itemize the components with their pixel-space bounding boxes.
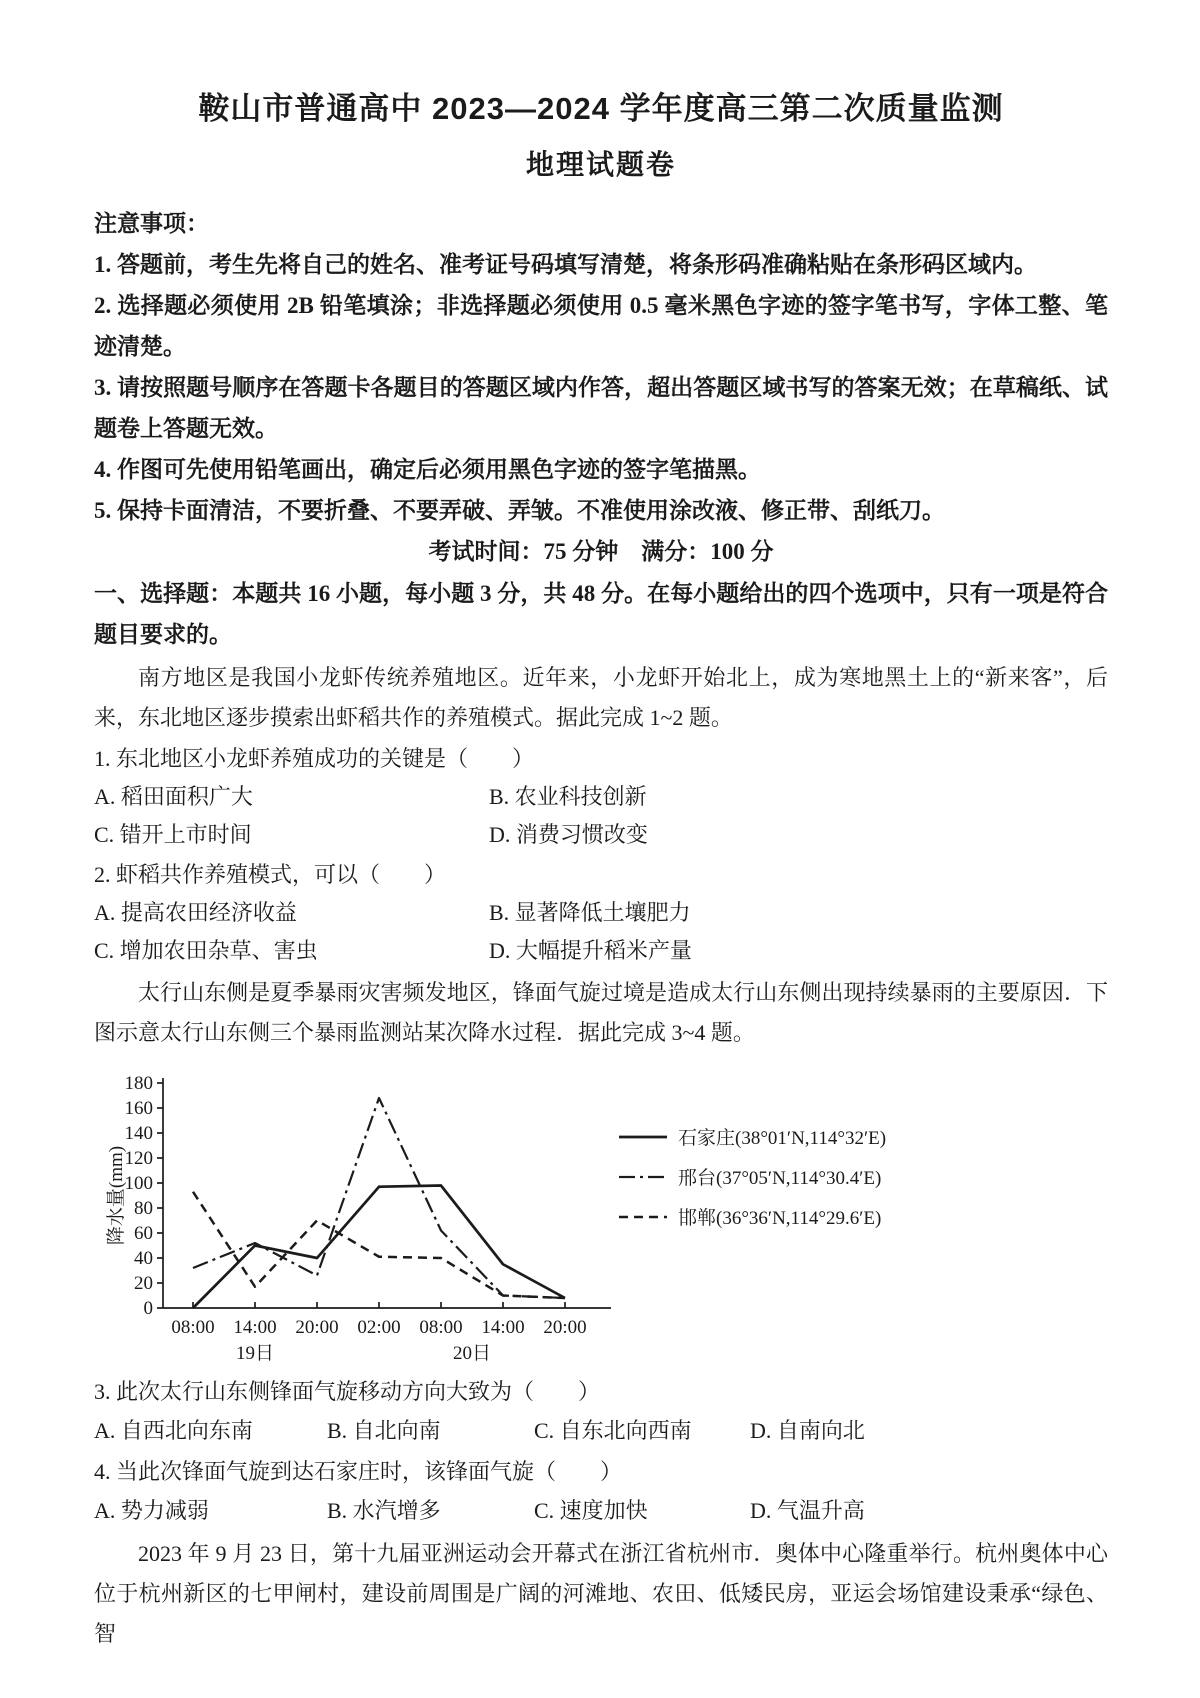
notice-item-4: 4. 作图可先使用铅笔画出，确定后必须用黑色字迹的签字笔描黑。 (94, 457, 761, 482)
legend-line-sample-solid (618, 1133, 668, 1141)
question-3-options-row (94, 1411, 1108, 1451)
legend-line-sample-dashdot (618, 1173, 668, 1181)
passage-crayfish: 南方地区是我国小龙虾传统养殖地区。近年来，小龙虾开始北上，成为寒地黑土上的“新来客”，后来，东北地区逐步摸索出虾稻共作的养殖模式。据此完成 1~2 题。 (94, 665, 1108, 730)
notice-item-3: 3. 请按照题号顺序在答题卡各题目的答题区域内作答，超出答题区域书写的答案无效；在草稿纸、试题卷上答题无效。 (94, 375, 1108, 441)
x-tick-label: 14:00 (233, 1317, 277, 1338)
y-axis-label: 降水量(mm) (106, 1145, 127, 1246)
legend-item (618, 1123, 886, 1150)
y-tick-label: 180 (124, 1073, 153, 1094)
exam-time-score-info: 考试时间：75 分钟 满分：100 分 (428, 539, 774, 564)
question-3-option-c: C. 自东北向西南 (534, 1418, 692, 1443)
question-2-option-d: D. 大幅提升稻米产量 (489, 938, 692, 963)
question-2-stem: 2. 虾稻共作养殖模式，可以（ ） (94, 862, 447, 887)
y-tick-label: 160 (124, 1098, 153, 1119)
x-day-label: 20日 (452, 1343, 492, 1364)
x-tick-label: 20:00 (543, 1317, 587, 1338)
x-tick-label: 08:00 (419, 1317, 463, 1338)
question-4-options-row (94, 1491, 1108, 1531)
notices-heading: 注意事项： (94, 211, 209, 236)
legend-line-sample-dashed (618, 1213, 668, 1221)
question-1-stem: 1. 东北地区小龙虾养殖成功的关键是（ ） (94, 746, 535, 771)
x-day-label: 19日 (235, 1343, 275, 1364)
y-tick-label: 80 (134, 1198, 153, 1219)
question-2-option-b: B. 显著降低土壤肥力 (489, 900, 691, 925)
section1-heading: 一、选择题：本题共 16 小题，每小题 3 分，共 48 分。在每小题给出的四个选项中，只有一项是符合题目要求的。 (94, 581, 1108, 647)
question-1-option-c: C. 错开上市时间 (94, 822, 252, 847)
question-1-options-row-1 (94, 778, 1108, 816)
precipitation-line-chart (106, 1063, 1108, 1371)
question-4-stem: 4. 当此次锋面气旋到达石家庄时，该锋面气旋（ ） (94, 1459, 623, 1484)
x-tick-label: 08:00 (171, 1317, 215, 1338)
question-1-options-row-2 (94, 816, 1108, 854)
legend-item (618, 1203, 886, 1230)
passage-taihang: 太行山东侧是夏季暴雨灾害频发地区，锋面气旋过境是造成太行山东侧出现持续暴雨的主要原因．下图示意太行山东侧三个暴雨监测站某次降水过程．据此完成 3~4 题。 (94, 980, 1108, 1045)
page-title: 鞍山市普通高中 2023—2024 学年度高三第二次质量监测 (198, 91, 1004, 126)
passage-asian-games: 2023 年 9 月 23 日，第十九届亚洲运动会开幕式在浙江省杭州市．奥体中心隆重举行。杭州奥体中心位于杭州新区的七甲闸村，建设前周围是广阔的河滩地、农田、低矮民房，亚运会场馆建设秉承“绿色、智 (94, 1541, 1108, 1646)
legend-label: 邯郸(36°36′N,114°29.6′E) (678, 1208, 882, 1229)
legend-label: 邢台(37°05′N,114°30.4′E) (678, 1168, 882, 1189)
x-tick-label: 02:00 (357, 1317, 401, 1338)
y-tick-label: 140 (124, 1123, 153, 1144)
series-line-solid (193, 1186, 565, 1309)
question-2-options-row-2 (94, 932, 1108, 970)
question-4-option-d: D. 气温升高 (750, 1498, 865, 1523)
question-3-stem: 3. 此次太行山东侧锋面气旋移动方向大致为（ ） (94, 1379, 601, 1404)
question-4-option-a: A. 势力减弱 (94, 1498, 209, 1523)
notice-item-5: 5. 保持卡面清洁，不要折叠、不要弄破、弄皱。不准使用涂改液、修正带、刮纸刀。 (94, 498, 945, 523)
y-tick-label: 20 (134, 1273, 153, 1294)
x-tick-label: 20:00 (295, 1317, 339, 1338)
question-2-options-row-1 (94, 894, 1108, 932)
question-4-option-c: C. 速度加快 (534, 1498, 648, 1523)
question-3-option-a: A. 自西北向东南 (94, 1418, 253, 1443)
question-3-option-b: B. 自北向南 (327, 1418, 441, 1443)
page-subtitle: 地理试题卷 (525, 149, 676, 180)
question-1-option-a: A. 稻田面积广大 (94, 784, 253, 809)
y-tick-label: 40 (134, 1248, 153, 1269)
x-tick-label: 14:00 (481, 1317, 525, 1338)
y-tick-label: 0 (143, 1298, 153, 1319)
legend-label: 石家庄(38°01′N,114°32′E) (678, 1128, 887, 1149)
question-3-option-d: D. 自南向北 (750, 1418, 865, 1443)
question-2-option-a: A. 提高农田经济收益 (94, 900, 297, 925)
y-tick-label: 60 (134, 1223, 153, 1244)
question-1-option-b: B. 农业科技创新 (489, 784, 647, 809)
question-4-option-b: B. 水汽增多 (327, 1498, 441, 1523)
question-1-option-d: D. 消费习惯改变 (489, 822, 648, 847)
chart-legend (618, 1123, 886, 1230)
question-2-option-c: C. 增加农田杂草、害虫 (94, 938, 318, 963)
notice-item-2: 2. 选择题必须使用 2B 铅笔填涂；非选择题必须使用 0.5 毫米黑色字迹的签字笔书写，字体工整、笔迹清楚。 (94, 293, 1108, 359)
legend-item (618, 1163, 886, 1190)
y-tick-label: 120 (124, 1148, 153, 1169)
notice-item-1: 1. 答题前，考生先将自己的姓名、准考证号码填写清楚，将条形码准确粘贴在条形码区域内。 (94, 252, 1037, 277)
y-tick-label: 100 (124, 1173, 153, 1194)
chart-canvas (106, 1063, 626, 1371)
